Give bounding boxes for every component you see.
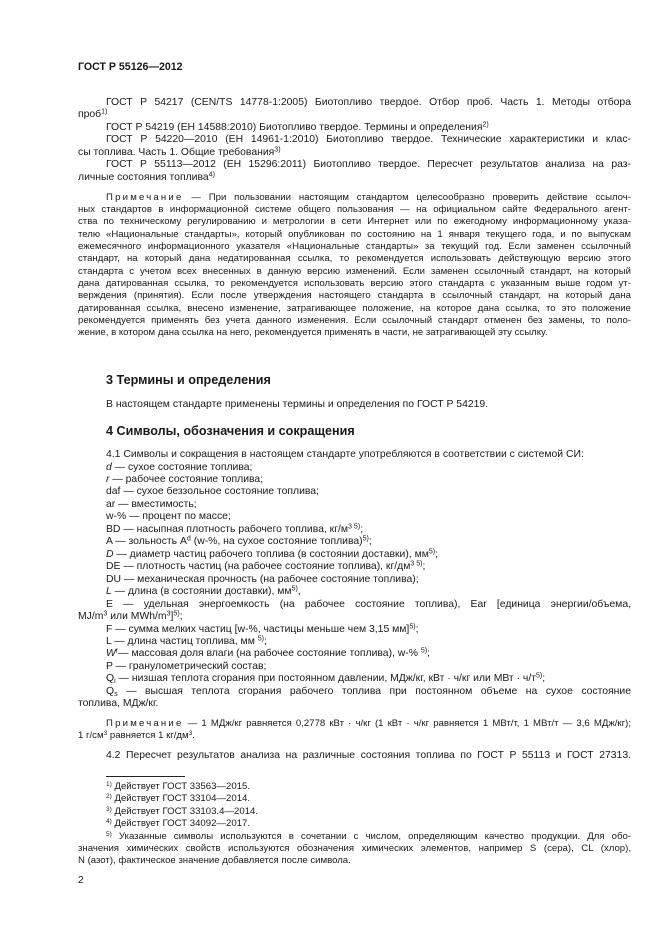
note <box>78 315 631 327</box>
symbol-item <box>106 561 631 573</box>
superscript: 1) <box>101 108 108 116</box>
reference-item <box>78 172 631 184</box>
text-run: daf — сухое беззольное состояние топлива; <box>106 486 319 497</box>
section-heading <box>106 424 631 439</box>
text-run: d <box>106 462 112 473</box>
text-run: датированная ссылка, внесено изменение, затрагивающее положение, на которое дана ссылка, то это положение <box>78 303 631 314</box>
superscript: 4) <box>106 817 112 825</box>
text-run: ных стандартов в информационной системе общего пользования — на официальном сайте Федерального агент- <box>78 204 631 215</box>
text-run: (w-%, на сухое состояние топлива) <box>190 536 363 547</box>
footnote <box>106 793 631 805</box>
superscript: 2) <box>106 792 112 800</box>
page-number: 2 <box>78 875 84 886</box>
text-run: . <box>192 730 195 741</box>
text-run: W <box>106 648 116 659</box>
text-run: Q <box>106 673 115 684</box>
text-run: личные состояния топлива <box>78 172 209 183</box>
text-run: Примечание <box>106 718 184 729</box>
footnote <box>78 855 631 867</box>
note <box>78 290 631 302</box>
text-run: 4.1 Символы и сокращения в настоящем стандарте употребляются в соответствии с системой СИ: <box>106 449 584 460</box>
symbol-item <box>106 586 631 598</box>
paragraph <box>106 750 631 762</box>
symbol-item <box>106 486 631 498</box>
superscript: 3 5) <box>348 523 361 531</box>
footnote-divider <box>106 776 185 777</box>
symbol-item <box>106 686 631 698</box>
superscript: 3 <box>166 610 171 618</box>
text-run: — При пользовании настоящим стандартом целесообразно проверить действие ссылоч- <box>183 192 631 203</box>
text-run: , <box>297 586 301 597</box>
symbol-item <box>78 698 631 710</box>
text-run: значения химических свойств используются обозначения химических элементов, например S (сера), CL (хлор), <box>78 843 631 854</box>
text-run: — 1 МДж/кг равняется 0,2778 кВт · ч/кг (1 кВт · ч/кг равняется 1 МВт/т, 1 МВт/т — 3,6 МДж/кг); <box>183 718 631 729</box>
text-run: r <box>106 474 110 485</box>
superscript: 3) <box>274 146 281 154</box>
text-run: — длина (в состоянии доставки), мм <box>111 586 292 597</box>
text-run: или MWh/m <box>107 611 167 622</box>
text-run: сы топлива. Часть 1. Общие требования <box>78 147 275 158</box>
text-run: ; <box>360 524 364 535</box>
text-run: 3 Термины и определения <box>106 373 271 387</box>
superscript: 5) <box>409 623 416 631</box>
note <box>78 327 631 339</box>
text-run: ; <box>427 648 431 659</box>
superscript: 3 <box>188 729 193 737</box>
text-run: Действует ГОСТ 33103.4—2014. <box>111 806 259 817</box>
text-run: В настоящем стандарте применены термины и определения по ГОСТ Р 54219. <box>106 399 489 410</box>
text-run: ГОСТ Р 54219 (ЕН 14588:2010) Биотопливо твердое. Термины и определения <box>106 122 483 133</box>
text-run: DE — плотность частиц (на рабочее состояние топлива), кг/дм <box>106 561 411 572</box>
note <box>78 204 631 216</box>
text-run: Действует ГОСТ 33104—2014. <box>111 793 251 804</box>
symbol-item <box>106 648 631 660</box>
text-run: Указанные символы используются в сочетании с числом, определяющим качество продукции. Для обо- <box>111 831 631 842</box>
text-run: ; <box>435 549 439 560</box>
text-run: 1 г/см <box>78 730 104 741</box>
superscript: 5) <box>173 610 180 618</box>
text-run: проб <box>78 109 102 120</box>
symbol-item <box>78 611 631 623</box>
symbol-item <box>106 661 631 673</box>
footnote <box>106 781 631 793</box>
text-run: w-% — процент по массе; <box>106 511 231 522</box>
text-run: стандарта с учетом всех внесенных в данную версию изменений. Если заменен ссылочный стандарт, на который <box>78 266 631 277</box>
reference-item <box>78 109 631 121</box>
superscript: 3 <box>103 610 108 618</box>
text-run: ; <box>542 673 546 684</box>
note <box>78 216 631 228</box>
footnote <box>78 843 631 855</box>
document-header: ГОСТ Р 55126—2012 <box>78 61 183 73</box>
symbol-item <box>106 474 631 486</box>
superscript: 5) <box>106 831 112 838</box>
text-run: равняется 1 кг/дм <box>107 730 189 741</box>
footnote <box>106 806 631 818</box>
superscript: 4) <box>208 171 215 179</box>
superscript: 5) <box>428 548 436 556</box>
note <box>78 303 631 315</box>
text-run: F — сумма мелких частиц [w-%, частицы меньше чем 3,15 мм] <box>106 624 410 635</box>
text-run: Примечание <box>106 192 184 203</box>
text-run: ; <box>422 561 426 572</box>
text-run: ГОСТ Р 54220—2010 (ЕН 14961-1:2010) Биотопливо твердое. Технические характеристики и клас- <box>106 134 631 145</box>
note <box>78 253 631 265</box>
text-run: ства по техническому регулированию и метрологии в сети Интернет или по ежегодному информационному указа- <box>78 216 631 227</box>
superscript: 3 <box>103 729 108 737</box>
text-run: — сухое состояние топлива; <box>111 462 253 473</box>
text-run: — высшая теплота сгорания рабочего топлива при постоянном объеме на сухое состояние <box>117 686 631 697</box>
reference-item <box>106 159 631 171</box>
text-run: 4.2 Пересчет результатов анализа на различные состояния топлива по ГОСТ Р 55113 и ГОСТ 27313. <box>106 750 631 761</box>
superscript: 2) <box>482 121 489 129</box>
note <box>78 730 631 742</box>
symbol-item <box>106 624 631 636</box>
symbol-item <box>106 462 631 474</box>
text-run: Q <box>106 686 115 697</box>
paragraph <box>106 449 631 461</box>
symbol-item <box>106 636 631 648</box>
superscript: 5) <box>536 672 543 680</box>
text-run: топлива, МДж/кг. <box>78 698 159 709</box>
text-run: — рабочее состояние топлива; <box>109 474 264 485</box>
symbol-item <box>106 511 631 523</box>
text-run: 4 Символы, обозначения и сокращения <box>106 424 355 438</box>
text-run: A — зольность A <box>106 536 187 547</box>
text-run: D <box>106 549 114 560</box>
text-run: — массовая доля влаги (на рабочее состояние топлива), w-% <box>118 648 421 659</box>
symbol-item <box>106 524 631 536</box>
superscript: 1) <box>106 780 112 788</box>
footnote <box>106 831 631 843</box>
superscript: 5) <box>257 635 265 643</box>
text-run: дана датированная ссылка, то рекомендуется использовать версию этого стандарта с указанным выше годом ут- <box>78 278 631 289</box>
text-run: MJ/m <box>78 611 104 622</box>
text-run: ; <box>179 611 183 622</box>
symbol-item <box>106 599 631 611</box>
text-run: ; <box>264 636 267 647</box>
superscript: 3 5) <box>410 560 423 568</box>
text-run: верждения (принятия). Если после утверждения настоящего стандарта в ссылочный стандарт, на который дана <box>78 290 631 301</box>
superscript: 5) <box>420 647 428 655</box>
text-run: ежемесячного информационного указателя «Национальные стандарты» за текущий год. Если заменен ссылочный <box>78 241 631 252</box>
note <box>78 266 631 278</box>
subscript: s <box>114 690 118 698</box>
superscript: r <box>115 647 119 655</box>
paragraph <box>106 399 631 411</box>
symbol-item <box>106 574 631 586</box>
superscript: 5) <box>362 535 369 543</box>
text-run: ar — вместимость; <box>106 499 197 510</box>
text-run: L — длина частиц топлива, мм <box>106 636 258 647</box>
text-run: ; <box>368 536 372 547</box>
text-run: ; <box>415 624 419 635</box>
reference-item <box>78 147 631 159</box>
text-run: рекомендуется применять без учета данного изменения. Если ссылочный стандарт отменен без замены, то поло- <box>78 315 631 326</box>
superscript: 5) <box>291 585 298 593</box>
text-run: стандарт, на который дана недатированная ссылка, то рекомендуется использовать действующую версию этого <box>78 253 631 264</box>
text-run: P — гранулометрический состав; <box>106 661 267 672</box>
subscript: i <box>114 677 116 685</box>
note <box>106 192 631 204</box>
symbol-item <box>106 549 631 561</box>
superscript: 3) <box>106 805 112 813</box>
footnote <box>106 818 631 830</box>
text-run: N (азот), фактическое значение добавляется после символа. <box>78 855 351 866</box>
reference-item <box>106 134 631 146</box>
note <box>78 229 631 241</box>
text-run: Действует ГОСТ 33563—2015. <box>111 781 251 792</box>
text-run: — низшая теплота сгорания при постоянном давлении, МДж/кг, кВт · ч/кг или МВт · ч/т <box>115 673 536 684</box>
text-run: ГОСТ Р 54217 (CEN/TS 14778-1:2005) Биотопливо твердое. Отбор проб. Часть 1. Методы отбора <box>106 97 631 108</box>
superscript: d <box>186 535 191 543</box>
reference-item <box>106 97 631 109</box>
text-run: ] <box>170 611 174 622</box>
text-run: — диаметр частиц рабочего топлива (в состоянии доставки), мм <box>113 549 429 560</box>
note <box>106 718 631 730</box>
section-heading <box>106 373 631 388</box>
text-run: L <box>106 586 112 597</box>
note <box>78 278 631 290</box>
text-run: ГОСТ Р 55113—2012 (ЕН 15296:2011) Биотопливо твердое. Пересчет результатов анализа на раз- <box>106 159 631 170</box>
text-run: DU — механическая прочность (на рабочее состояние топлива); <box>106 574 419 585</box>
text-run: BD — насыпная плотность рабочего топлива, кг/м <box>106 524 349 535</box>
text-run: Действует ГОСТ 34092—2017. <box>111 818 251 829</box>
note <box>78 241 631 253</box>
symbol-item <box>106 499 631 511</box>
text-run: E — удельная энергоемкость (на рабочее состояние топлива), Ear [единица энергии/объема, <box>106 599 631 610</box>
symbol-item <box>106 536 631 548</box>
text-run: жение, в котором дана ссылка на него, рекомендуется применять в части, не затрагивающей эту ссылку. <box>78 327 548 338</box>
text-run: телю «Национальные стандарты», который опубликован по состоянию на 1 января текущего года, и по выпускам <box>78 229 631 240</box>
symbol-item <box>106 673 631 685</box>
reference-item <box>106 122 631 134</box>
